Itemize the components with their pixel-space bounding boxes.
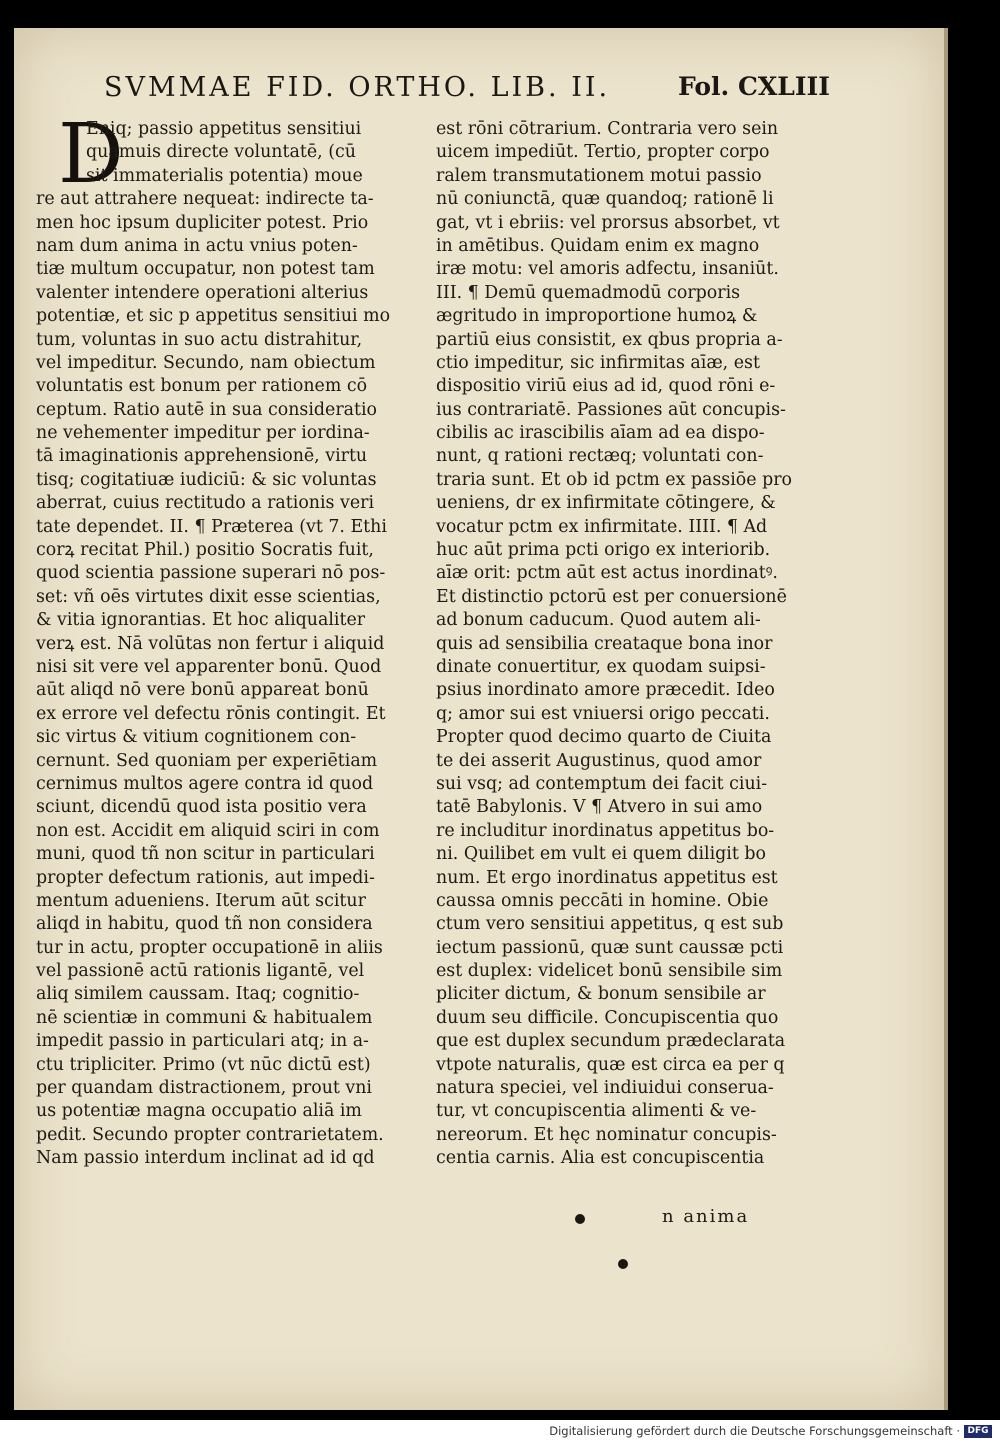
text-line: aūt aliqd nō vere bonū appareat bonū [36, 680, 369, 701]
text-line: in amētibus. Quidam enim ex magno [436, 235, 760, 256]
text-line: per quandam distractionem, prout vni [36, 1078, 372, 1099]
text-line: aliq similem caussam. Itaq; cognitio- [36, 984, 360, 1005]
text-line: pliciter dictum, & bonum sensibile ar [436, 984, 766, 1005]
text-line: muni, quod tñ non scitur in particulari [36, 844, 375, 865]
text-line: natura speciei, vel indiuidui conserua- [436, 1078, 774, 1099]
text-line: sui vsq; ad contemptum dei facit ciui- [436, 773, 768, 794]
text-line: traria sunt. Et ob id pctm ex passiōe pro [436, 469, 792, 490]
text-line: quis ad sensibilia creataque bona inor [436, 633, 773, 654]
text-line: potentiæ, et sic p appetitus sensitiui mo [36, 306, 391, 327]
text-line: te dei asserit Augustinus, quod amor [436, 750, 762, 771]
text-line: aliqd in habitu, quod tñ non considera [36, 914, 373, 935]
text-line: sit immaterialis potentia) moue [86, 165, 363, 186]
text-line: ctio impeditur, sic infirmitas aīæ, est [436, 352, 760, 373]
text-line: us potentiæ magna occupatio aliā im [36, 1101, 362, 1122]
text-line: & vitia ignorantias. Et hoc aliqualiter [36, 610, 366, 631]
text-line: tiæ multum occupatur, non potest tam [36, 259, 375, 280]
text-line: ctum vero sensitiui appetitus, q est sub [436, 914, 784, 935]
text-line: est rōni cōtrarium. Contraria vero sein [436, 119, 779, 139]
ink-dot [618, 1259, 628, 1269]
text-line: que est duplex secundum prædeclarata [436, 1031, 786, 1052]
text-line: tatē Babylonis. V ¶ Atvero in sui amo [436, 797, 763, 818]
text-line: valenter intendere operationi alterius [36, 282, 369, 303]
text-line: mentum adueniens. Iterum aūt scitur [36, 890, 366, 911]
text-line: re includitur inordinatus appetitus bo- [436, 820, 775, 841]
text-line: tate dependet. II. ¶ Præterea (vt 7. Ethi [36, 516, 387, 537]
text-line: pedit. Secundo propter contrarietatem. [36, 1124, 384, 1145]
text-line: nū coniunctā, quæ quandoq; rationē li [436, 189, 774, 210]
text-line: psius inordinato amore præcedit. Ideo [436, 680, 775, 701]
text-line: iectum passionū, quæ sunt caussæ pcti [436, 937, 784, 958]
page-edge [944, 28, 948, 1410]
decorated-initial: D [58, 107, 124, 202]
text-line: set: vñ oēs virtutes dixit esse scientias, [36, 586, 381, 607]
text-line: verꝝ est. Nā volūtas non fertur i aliquid [36, 633, 385, 654]
text-line: vtpote naturalis, quæ est circa ea per q [436, 1054, 785, 1075]
text-line: men hoc ipsum dupliciter potest. Prio [36, 212, 369, 233]
text-line: iræ motu: vel amoris adfectu, insaniūt. [436, 259, 779, 280]
text-line: tisq; cogitatiuæ iudiciū: & sic voluntas [36, 469, 377, 490]
text-line: III. ¶ Demū quemadmodū corporis [436, 282, 741, 303]
text-line: ralem transmutationem motui passio [436, 165, 762, 186]
text-line: nam dum anima in actu vnius poten- [36, 235, 358, 256]
text-line: sic virtus & vitium cognitionem con- [36, 727, 357, 748]
text-line: gat, vt i ebriis: vel prorsus absorbet, vt [436, 212, 780, 233]
catchword: n anima [662, 1206, 750, 1227]
text-line: tur, vt concupiscentia alimenti & ve- [436, 1101, 757, 1122]
text-line: partiū eius consistit, ex qbus propria a- [436, 329, 783, 350]
text-line: dinate conuertitur, ex quodam suipsi- [436, 656, 766, 677]
running-title: SVMMAE FID. ORTHO. LIB. II. [104, 72, 611, 103]
text-line: caussa omnis peccāti in homine. Obie [436, 890, 769, 911]
text-line: tā imaginationis apprehensionē, virtu [36, 446, 368, 467]
text-line: nē scientiæ in communi & habitualem [36, 1007, 373, 1028]
text-line: re aut attrahere nequeat: indirecte ta- [36, 189, 374, 210]
text-line: aīæ orit: pctm aūt est actus inordinatꝰ. [436, 563, 778, 584]
text-line: ægritudo in improportione humoꝝ & [436, 306, 758, 327]
text-line: est duplex: videlicet bonū sensibile sim [436, 961, 783, 982]
text-line: centia carnis. Alia est concupiscentia [436, 1148, 765, 1169]
text-line: Nam passio interdum inclinat ad id qd [36, 1148, 375, 1169]
folio-number: Fol. CXLIII [678, 72, 830, 101]
text-line: huc aūt prima pcti origo ex interiorib. [436, 540, 771, 561]
ink-dot [575, 1214, 585, 1224]
text-line: nunt, q rationi rectæq; voluntati con- [436, 446, 764, 467]
text-line: ueniens, dr ex infirmitate cōtingere, & [436, 493, 776, 514]
text-line: ius contrariatē. Passiones aūt concupis- [436, 399, 786, 420]
text-line: ad bonum caducum. Quod autem ali- [436, 610, 761, 631]
text-line: impedit passio in particulari atq; in a- [36, 1031, 369, 1052]
text-line: non est. Accidit em aliquid sciri in com [36, 820, 380, 841]
text-line: vel passionē actū rationis ligantē, vel [36, 961, 365, 982]
text-line: q; amor sui est vniuersi origo peccati. [436, 703, 770, 724]
text-line: tur in actu, propter occupationē in aliis [36, 937, 383, 958]
text-line: Eniq; passio appetitus sensitiui [86, 119, 362, 139]
dfg-logo: DFG [964, 1425, 992, 1438]
text-line: quamuis directe voluntatē, (cū [86, 142, 356, 163]
text-line: num. Et ergo inordinatus appetitus est [436, 867, 778, 888]
text-line: aberrat, cuius rectitudo a rationis veri [36, 493, 375, 514]
text-line: ne vehementer impeditur per iordina- [36, 423, 370, 444]
left-text-column [36, 118, 416, 1171]
text-line: nereorum. Et hęc nominatur concupis- [436, 1124, 777, 1145]
text-line: nisi sit vere vel apparenter bonū. Quod [36, 656, 382, 677]
text-line: propter defectum rationis, aut impedi- [36, 867, 375, 888]
right-text-column [436, 118, 816, 1171]
text-line: cernimus multos agere contra id quod [36, 773, 374, 794]
text-line: Et distinctio pctorū est per conuersionē [436, 586, 787, 607]
text-line: vel impeditur. Secundo, nam obiectum [36, 352, 376, 373]
text-line: ex errore vel defectu rōnis contingit. Et [36, 703, 386, 724]
text-line: corꝝ recitat Phil.) positio Socratis fuit, [36, 540, 374, 561]
text-line: ni. Quilibet em vult ei quem diligit bo [436, 844, 766, 865]
text-line: sciunt, dicendū quod ista positio vera [36, 797, 367, 818]
text-line: cernunt. Sed quoniam per experiētiam [36, 750, 378, 771]
text-line: cibilis ac irascibilis aīam ad ea dispo- [436, 423, 765, 444]
text-line: Propter quod decimo quarto de Ciuita [436, 727, 772, 748]
text-line: duum seu difficile. Concupiscentia quo [436, 1007, 779, 1028]
funding-credit: Digitalisierung gefördert durch die Deutsche Forschungsgemeinschaft · [549, 1424, 960, 1438]
text-line: ceptum. Ratio autē in sua consideratio [36, 399, 378, 420]
text-line: quod scientia passione superari nō pos- [36, 563, 386, 584]
text-line: vocatur pctm ex infirmitate. IIII. ¶ Ad [436, 516, 768, 537]
text-line: tum, voluntas in suo actu distrahitur, [36, 329, 363, 350]
text-line: uicem impediūt. Tertio, propter corpo [436, 142, 770, 163]
text-line: voluntatis est bonum per rationem cō [36, 376, 368, 397]
text-line: dispositio viriū eius ad id, quod rōni e- [436, 376, 776, 397]
text-line: ctu tripliciter. Primo (vt nūc dictū est) [36, 1054, 371, 1075]
